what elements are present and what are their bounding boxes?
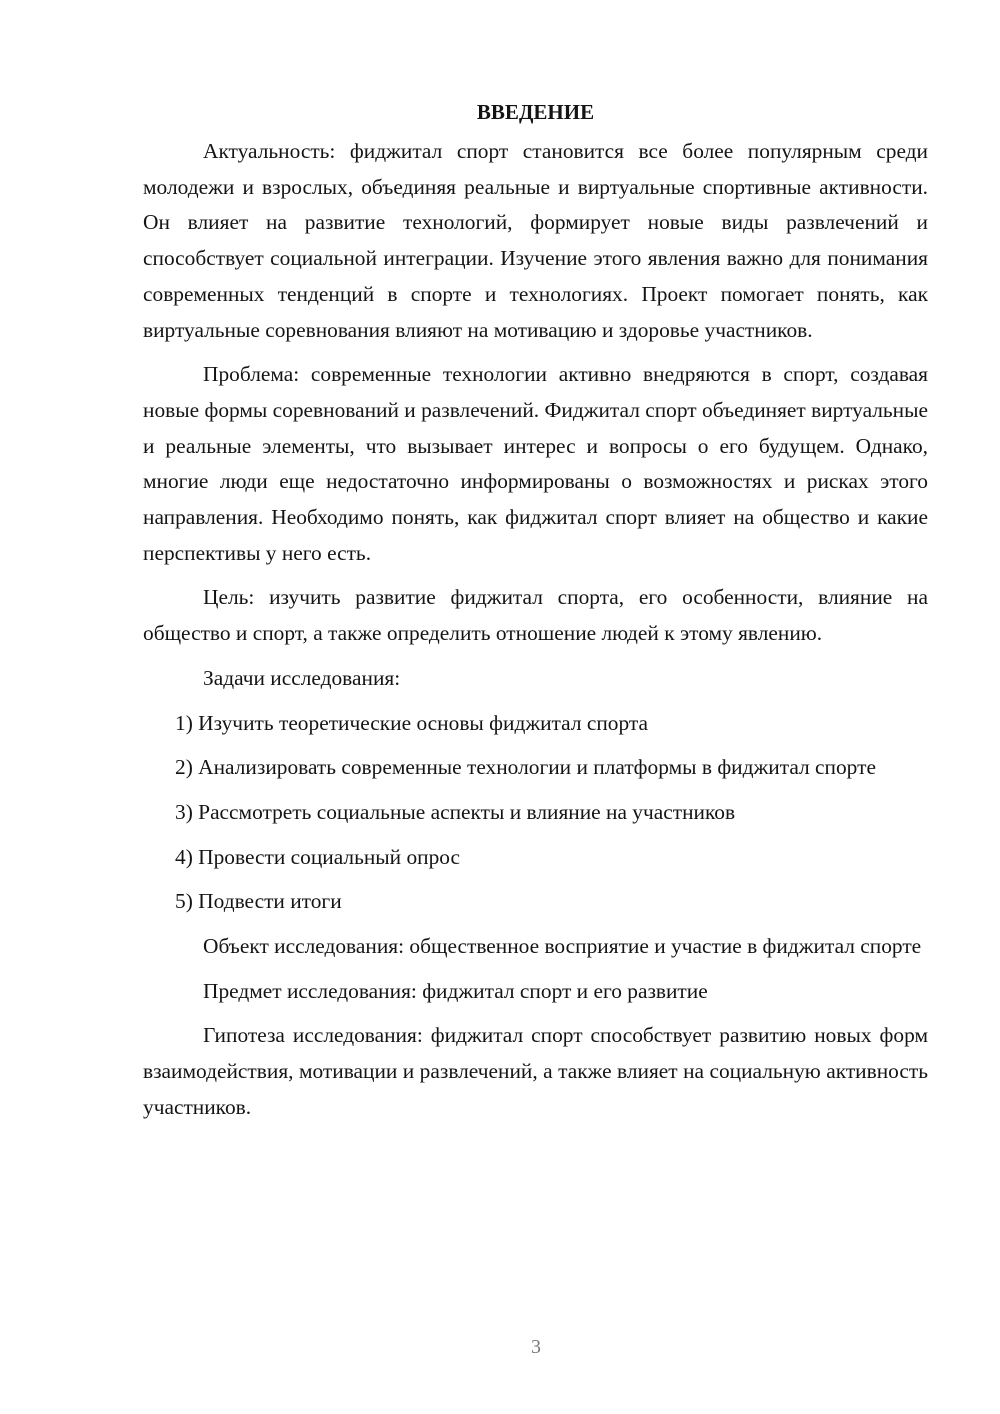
research-object-paragraph: Объект исследования: общественное восприятие и участие в фиджитал спорте [203,934,922,959]
relevance-paragraph: Актуальность: фиджитал спорт становится все более популярным среди молодежи и взрослых, объединяя реальные и виртуальные спортивные активности. Он влияет на развитие технологий, формирует новые виды развлечений и способствует социальной интеграции. Изучение этого явления важно для понимания современных тенденций в спорте и технологиях. Проект помогает понять, как виртуальные соревнования влияют на мотивацию и здоровье участников. [143,139,928,342]
section-title: ВВЕДЕНИЕ [476,100,595,124]
page-body [143,96,928,1126]
research-subject-paragraph: Предмет исследования: фиджитал спорт и его развитие [203,978,708,1003]
tasks-heading: Задачи исследования: [203,665,401,690]
task-item: 3) Рассмотреть социальные аспекты и влияние на участников [175,799,736,824]
problem-paragraph: Проблема: современные технологии активно внедряются в спорт, создавая новые формы соревнований и развлечений. Фиджитал спорт объединяет виртуальные и реальные элементы, что вызывает интерес и вопросы о его будущем. Однако, многие люди еще недостаточно информированы о возможностях и рисках этого направления. Необходимо понять, как фиджитал спорт влияет на общество и какие перспективы у него есть. [143,362,928,565]
page-number: 3 [531,1336,541,1358]
goal-paragraph: Цель: изучить развитие фиджитал спорта, его особенности, влияние на общество и спорт, а также определить отношение людей к этому явлению. [143,585,928,646]
task-item: 5) Подвести итоги [175,889,342,914]
task-item: 4) Провести социальный опрос [175,844,461,869]
task-item: 1) Изучить теоретические основы фиджитал спорта [175,710,649,735]
hypothesis-paragraph: Гипотеза исследования: фиджитал спорт способствует развитию новых форм взаимодействия, мотивации и развлечений, а также влияет на социальную активность участников. [143,1023,928,1119]
task-item: 2) Анализировать современные технологии и платформы в фиджитал спорте [175,755,876,780]
